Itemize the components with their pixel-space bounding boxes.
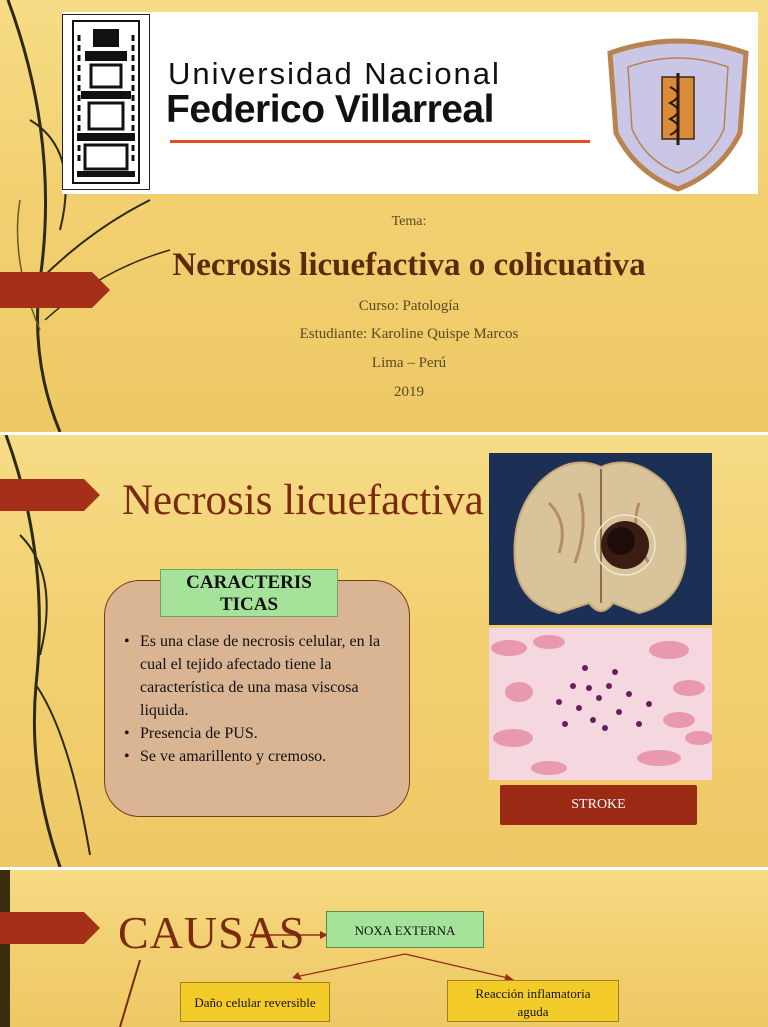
slide-title: CAUSAS (118, 907, 306, 958)
university-name-line2: Federico Villarreal (166, 88, 494, 131)
characteristics-tag-line2: TICAS (219, 594, 279, 615)
cause-right-node-line1: Reacción inflamatoria (475, 986, 591, 1001)
banner-divider (170, 140, 590, 143)
university-name-line1: Universidad Nacional (168, 56, 501, 91)
title-slide (0, 0, 768, 432)
characteristics-tag (160, 569, 338, 617)
arrow-marker (0, 479, 100, 511)
characteristics-list (120, 630, 400, 768)
cause-right-node-line2: aguda (517, 1004, 549, 1019)
faculty-crest-logo (600, 33, 756, 193)
cause-root-node: NOXA EXTERNA (326, 911, 484, 948)
student-text: Estudiante: Karoline Quispe Marcos (299, 326, 519, 342)
topic-label: Tema: (391, 214, 427, 229)
cause-right-node (447, 980, 619, 1022)
course-text: Curso: Patología (358, 298, 460, 314)
characteristics-tag-line1: CARACTERIS (186, 572, 312, 593)
brain-section-image (489, 453, 712, 625)
image-caption: STROKE (500, 785, 697, 825)
location-text: Lima – Perú (371, 355, 447, 371)
university-emblem-logo (62, 14, 150, 190)
year-text: 2019 (394, 384, 424, 400)
list-item: • Presencia de PUS. (120, 722, 400, 745)
presentation-title: Necrosis licuefactiva o colicuativa (172, 247, 646, 283)
cause-left-node: Daño celular reversible (180, 982, 330, 1022)
slide-title: Necrosis licuefactiva (122, 477, 484, 524)
histology-image (489, 628, 712, 780)
list-item: • Se ve amarillento y cremoso. (120, 745, 400, 768)
list-item: • Es una clase de necrosis celular, en la cual el tejido afectado tiene la característica de una masa viscosa liquida. (120, 630, 400, 722)
